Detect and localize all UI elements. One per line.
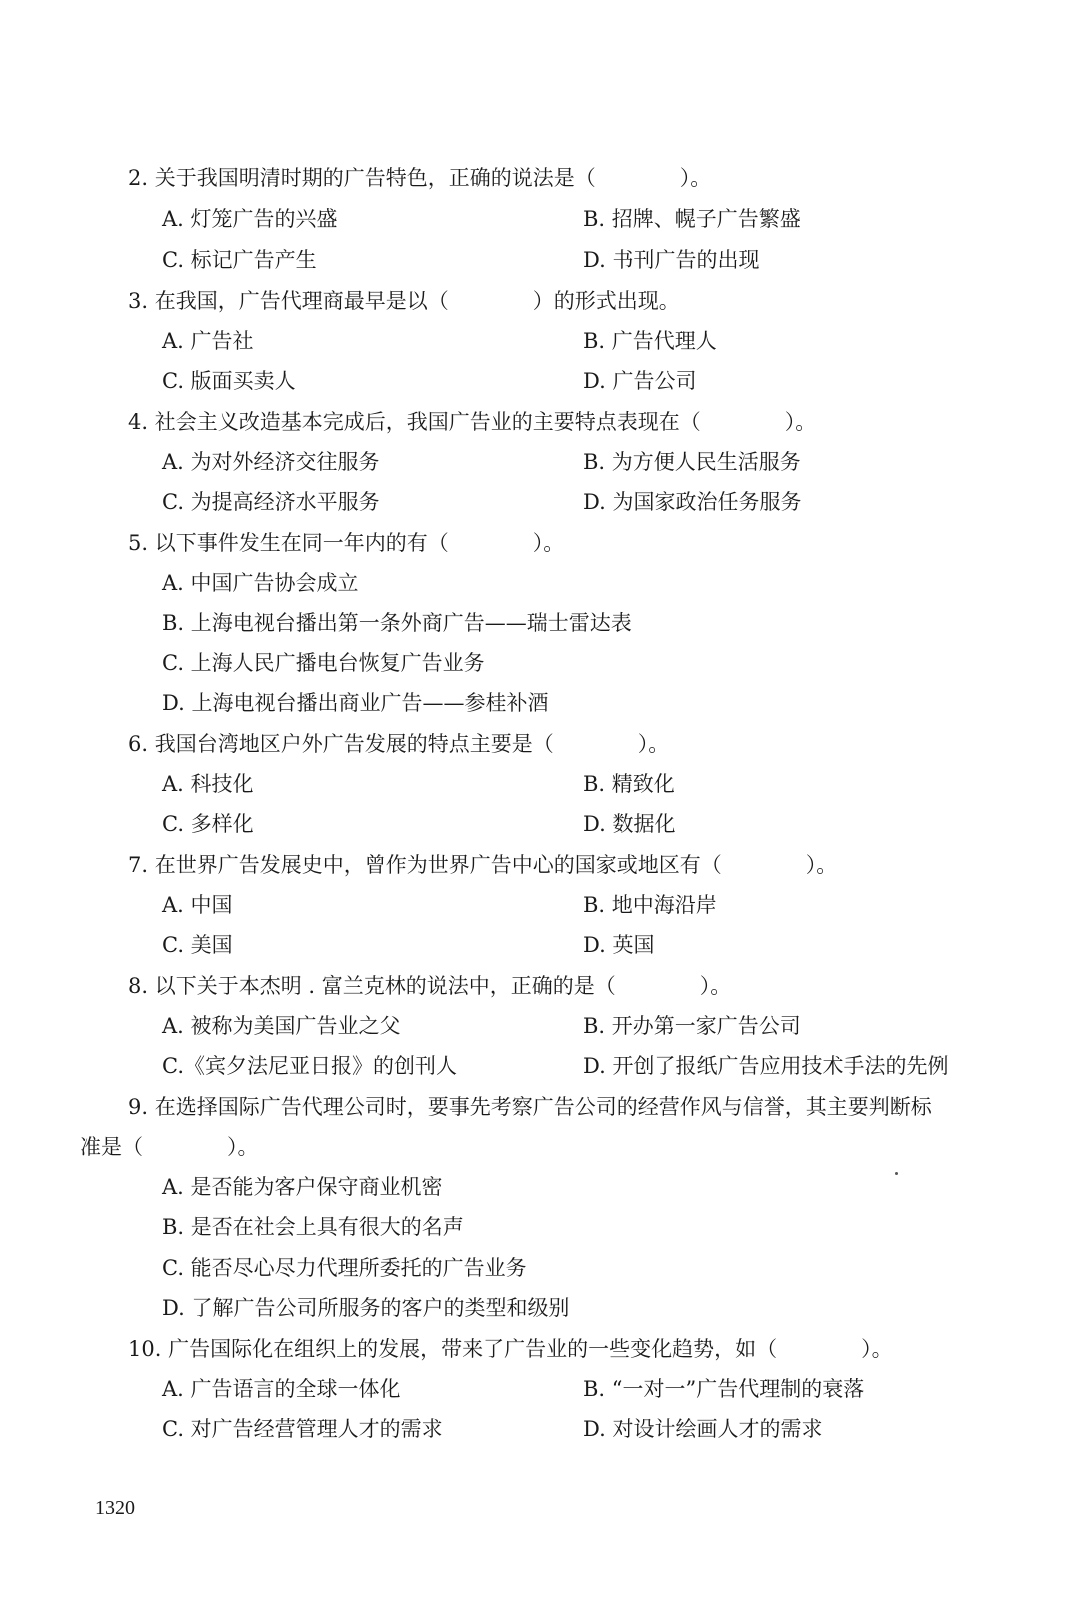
- q7-option-c: C. 美国: [162, 933, 233, 957]
- q2-option-c: C. 标记广告产生: [162, 248, 317, 272]
- question-9: 9. 在选择国际广告代理公司时，要事先考察广告公司的经营作风与信誉，其主要判断标: [128, 1095, 932, 1119]
- question-8: 8. 以下关于本杰明 . 富兰克林的说法中，正确的是（ ）。: [128, 974, 732, 998]
- question-2: 2. 关于我国明清时期的广告特色，正确的说法是（ ）。: [128, 166, 712, 190]
- q10-option-c: C. 对广告经营管理人才的需求: [162, 1417, 443, 1441]
- q9-option-a: A. 是否能为客户保守商业机密: [162, 1175, 443, 1199]
- q5-option-d: D. 上海电视台播出商业广告——参桂补酒: [162, 691, 549, 715]
- question-4: 4. 社会主义改造基本完成后，我国广告业的主要特点表现在（ ）。: [128, 410, 817, 434]
- q8-option-c: C.《宾夕法尼亚日报》的创刊人: [162, 1054, 457, 1078]
- q4-option-d: D. 为国家政治任务服务: [583, 490, 802, 514]
- q2-option-a: A. 灯笼广告的兴盛: [162, 207, 338, 231]
- q10-option-b: B. “一对一”广告代理制的衰落: [583, 1377, 865, 1401]
- q2-option-b: B. 招牌、幌子广告繁盛: [583, 207, 801, 231]
- question-5: 5. 以下事件发生在同一年内的有（ ）。: [128, 531, 565, 555]
- q3-option-b: B. 广告代理人: [583, 329, 717, 353]
- q8-option-a: A. 被称为美国广告业之父: [162, 1014, 401, 1038]
- q6-option-b: B. 精致化: [583, 772, 675, 796]
- q6-option-a: A. 科技化: [162, 772, 254, 796]
- question-3: 3. 在我国，广告代理商最早是以（ ）的形式出现。: [128, 289, 680, 313]
- q7-option-b: B. 地中海沿岸: [583, 893, 717, 917]
- q7-option-a: A. 中国: [162, 893, 233, 917]
- q5-option-c: C. 上海人民广播电台恢复广告业务: [162, 651, 485, 675]
- q5-option-a: A. 中国广告协会成立: [162, 571, 359, 595]
- q4-option-c: C. 为提高经济水平服务: [162, 490, 380, 514]
- q8-option-d: D. 开创了报纸广告应用技术手法的先例: [583, 1054, 949, 1078]
- page-number: 1320: [95, 1497, 135, 1519]
- q2-option-d: D. 书刊广告的出现: [583, 248, 760, 272]
- q9-option-b: B. 是否在社会上具有很大的名声: [162, 1215, 464, 1239]
- q9-option-d: D. 了解广告公司所服务的客户的类型和级别: [162, 1296, 570, 1320]
- question-9-continuation: 准是（ ）。: [80, 1135, 259, 1159]
- q7-option-d: D. 英国: [583, 933, 655, 957]
- q3-option-d: D. 广告公司: [583, 369, 697, 393]
- question-10: 10. 广告国际化在组织上的发展，带来了广告业的一些变化趋势，如（ ）。: [128, 1337, 893, 1361]
- scan-speck: [895, 1172, 898, 1175]
- q5-option-b: B. 上海电视台播出第一条外商广告——瑞士雷达表: [162, 611, 632, 635]
- q10-option-a: A. 广告语言的全球一体化: [162, 1377, 401, 1401]
- q6-option-d: D. 数据化: [583, 812, 676, 836]
- question-6: 6. 我国台湾地区户外广告发展的特点主要是（ ）。: [128, 732, 670, 756]
- q10-option-d: D. 对设计绘画人才的需求: [583, 1417, 823, 1441]
- q4-option-a: A. 为对外经济交往服务: [162, 450, 380, 474]
- q3-option-a: A. 广告社: [162, 329, 254, 353]
- q8-option-b: B. 开办第一家广告公司: [583, 1014, 801, 1038]
- question-7: 7. 在世界广告发展史中，曾作为世界广告中心的国家或地区有（ ）。: [128, 853, 838, 877]
- q9-option-c: C. 能否尽心尽力代理所委托的广告业务: [162, 1256, 527, 1280]
- q4-option-b: B. 为方便人民生活服务: [583, 450, 801, 474]
- q6-option-c: C. 多样化: [162, 812, 254, 836]
- q3-option-c: C. 版面买卖人: [162, 369, 296, 393]
